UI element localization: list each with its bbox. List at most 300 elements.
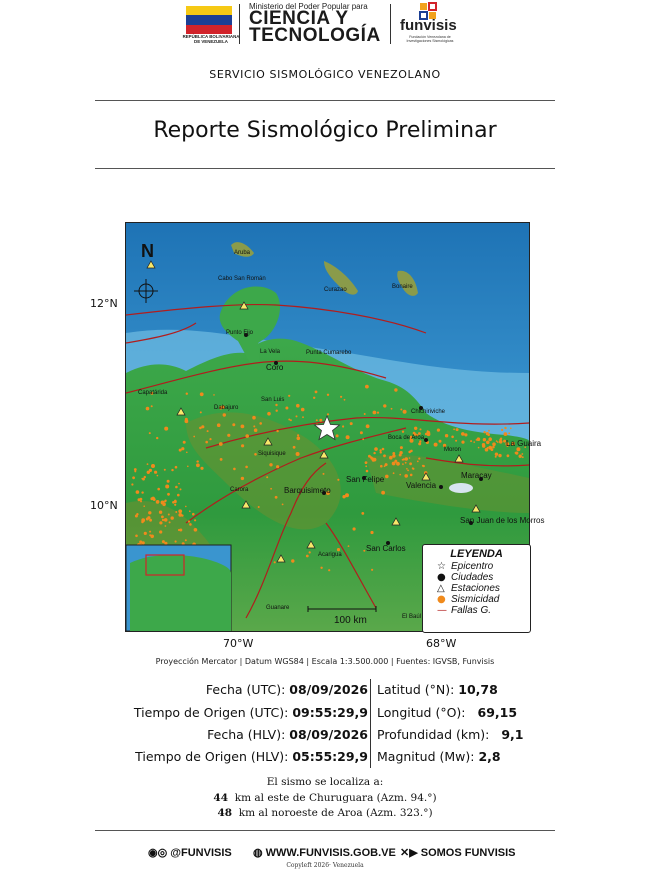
seismicity-dot [393,472,395,474]
seismicity-dot [296,404,300,408]
copyright: Copyleft 2026· Venezuela [286,862,364,869]
magnitud-value: 2,8 [478,749,501,764]
seismicity-dot [342,425,344,427]
seismicity-dot [521,453,523,455]
place-label: San Carlos [366,544,406,553]
seismicity-dot [296,452,300,456]
seismicity-dot [348,545,350,547]
seismicity-dot [143,505,145,507]
seismicity-dot [373,452,375,454]
origen-utc-row [134,705,368,720]
seismicity-dot [368,455,371,458]
seismicity-dot [200,467,203,470]
seismicity-dot [205,441,208,444]
divider [95,100,555,101]
seismicity-dot [399,454,402,457]
seismicity-dot [177,494,180,497]
seismic-map [125,222,545,632]
seismicity-dot [402,431,404,433]
seismicity-dot [362,438,364,440]
funvisis-name: funvisis [400,17,457,34]
seismicity-dot [410,474,413,477]
legend-title: LEYENDA [450,548,503,560]
seismicity-dot [157,488,160,491]
seismicity-dot [159,521,162,524]
seismicity-dot [167,480,170,483]
seismicity-dot [254,453,257,456]
divider [95,830,555,831]
seismicity-dot [364,413,366,415]
seismicity-dot [142,541,145,544]
seismicity-dot [507,454,510,457]
seismicity-dot [293,446,296,449]
city-legend-icon: ● [437,572,446,583]
seismicity-dot [508,432,510,434]
seismicity-dot [504,432,508,436]
seismicity-dot [464,433,467,436]
place-label: San Luis [261,397,285,403]
seismicity-dot [385,475,389,479]
divider [95,168,555,169]
seismicity-dot [156,500,160,504]
globe-icon: ◍ [253,847,263,859]
seismicity-dot [157,475,159,477]
seismicity-dot [267,412,271,416]
seismicity-dot [266,476,268,478]
seismicity-dot [394,460,397,463]
seismicity-dot [382,448,385,451]
origen-utc-label: Tiempo de Origen (UTC): [133,705,289,720]
profundidad-value: 9,1 [501,727,524,742]
ministry-name-line2: TECNOLOGÍA [249,25,381,46]
seismicity-dot [374,447,378,451]
seismicity-dot [360,431,363,434]
place-label: Moron [444,447,462,453]
youtube-icon: ▶ [409,847,418,859]
place-label: Curazao [324,287,347,293]
seismicity-dot [141,491,143,493]
seismicity-dot [159,530,162,533]
header-divider [390,4,391,44]
seismicity-dot [209,438,211,440]
seismicity-dot [522,456,524,458]
legend-item: Epicentro [451,561,494,572]
legend-item: Sismicidad [451,594,500,605]
seismicity-dot [148,511,151,514]
fecha-hlv-value: 08/09/2026 [289,727,368,742]
north-label: N [141,241,154,261]
seismicity-dot [185,506,187,508]
seismicity-dot [245,434,249,438]
seismicity-dot [167,493,170,496]
place-label: Acarigua [318,552,342,558]
place-label: Boca de Aroa [388,435,425,441]
seismicity-dot [174,500,177,503]
page-title: Reporte Sismológico Preliminar [153,118,497,143]
seismicity-dot [276,465,279,468]
seismicity-dot [189,523,192,526]
seismicity-dot [306,555,309,558]
place-label: Capatárida [138,390,168,396]
seismicity-dot [141,478,143,480]
seismicity-dot [164,542,167,545]
seismicity-dot [150,497,153,500]
ministry-label: Ministerio del Poder Popular para [249,2,368,11]
location-km: 48 [217,807,233,819]
seismicity-dot [213,394,215,396]
seismicity-dot [323,473,325,475]
seismicity-dot [409,457,411,459]
seismicity-dot [149,432,151,434]
longitud-value: 69,15 [477,705,518,720]
seismicity-dot [161,516,164,519]
seismicity-dot [258,506,260,508]
seismicity-dot [403,458,405,460]
legend-item: Ciudades [451,572,494,583]
seismicity-dot [147,516,150,519]
seismicity-dot [510,428,512,430]
seismicity-dot [373,411,377,415]
seismicity-dot [410,450,413,453]
place-label: El Baúl [402,614,422,620]
seismicity-dot [178,509,182,513]
seismicity-dot [492,442,496,446]
seismicity-dot [135,535,138,538]
legend-item: Fallas G. [451,605,492,616]
seismicity-dot [140,500,142,502]
seismicity-dot [147,463,149,465]
seismicity-dot [241,477,244,480]
seismicity-dot [420,428,422,430]
place-label: Valencia [406,481,437,490]
fecha-hlv-row [207,727,368,742]
seismicity-dot [345,493,349,497]
seismicity-dot [207,430,209,432]
fecha-hlv-label: Fecha (HLV): [207,727,286,742]
seismicity-dot [220,458,223,461]
seismicity-dot [422,465,424,467]
seismicity-dot [141,521,144,524]
seismicity-dot [363,550,365,552]
place-label: Dabajuro [214,405,239,411]
seismicity-dot [394,388,397,391]
seismicity-legend-icon: ● [437,594,446,605]
seismicity-dot [372,457,374,459]
seismicity-dot [154,471,157,474]
seismicity-dot [478,447,480,449]
seismicity-dot [185,419,189,423]
seismicity-dot [473,441,475,443]
location-line [0,792,650,804]
seismicity-dot [404,474,408,478]
map-legend [422,544,531,633]
ministry-name-line1: CIENCIA Y [249,8,349,29]
profundidad-row [377,727,524,742]
seismicity-dot [504,427,506,429]
seismicity-dot [144,476,146,478]
place-label: San Juan de los Morros [460,516,545,525]
seismicity-dot [407,470,409,472]
seismicity-dot [383,404,386,407]
seismicity-dot [399,474,401,476]
seismicity-dot [131,483,133,485]
seismicity-dot [276,430,278,432]
x-icon: ✕ [400,847,410,859]
seismicity-dot [200,411,202,413]
legend-item: Estaciones [451,583,500,594]
seismicity-dot [178,529,180,531]
seismicity-dot [285,407,288,410]
seismicity-dot [418,442,421,445]
seismicity-dot [149,519,152,522]
seismicity-dot [316,419,318,421]
seismicity-dot [451,436,454,439]
seismicity-dot [171,469,173,471]
seismicity-dot [365,461,368,464]
seismicity-dot [498,454,501,457]
seismicity-dot [409,462,412,465]
seismicity-dot [315,391,318,394]
seismicity-dot [252,416,256,420]
latitud-row [377,682,498,697]
seismicity-dot [486,441,490,445]
seismicity-dot [159,511,162,514]
seismicity-dot [134,470,136,472]
seismicity-dot [412,467,414,469]
social-handle: @FUNVISIS [170,847,232,859]
lon-tick: 70°W [223,637,254,650]
seismicity-dot [175,486,178,489]
seismicity-dot [400,446,403,449]
place-label: Chichiriviche [411,409,446,415]
tiktok-icon: ◉ [148,847,158,859]
latitud-value: 10,78 [458,682,498,697]
latitud-label: Latitud (°N): [377,682,455,697]
header-divider [239,4,240,44]
website-link[interactable] [253,846,396,859]
seismicity-dot [227,434,230,437]
seismicity-dot [519,455,522,458]
funvisis-subtitle: Fundación Venezolana de Investigaciones Sismológicas [406,35,454,43]
seismicity-dot [370,531,373,534]
seismicity-dot [164,469,166,471]
details-divider [370,679,371,768]
seismicity-dot [217,423,221,427]
seismicity-dot [169,521,171,523]
seismicity-dot [337,479,339,481]
place-label: Aruba [234,250,251,256]
seismicity-dot [282,504,284,506]
seismicity-dot [371,569,373,571]
seismicity-dot [270,488,272,490]
seismicity-dot [427,432,431,436]
service-name: SERVICIO SISMOLÓGICO VENEZOLANO [209,68,441,81]
seismicity-dot [366,470,369,473]
venezuela-flag [186,6,232,34]
seismicity-dot [381,491,385,495]
seismicity-dot [288,395,290,397]
seismicity-dot [189,510,191,512]
seismicity-dot [476,439,478,441]
seismicity-dot [501,429,503,431]
seismicity-dot [193,436,195,438]
seismicity-dot [346,435,350,439]
seismicity-dot [275,496,278,499]
seismicity-dot [483,438,486,441]
location-km: 44 [213,792,229,804]
fecha-utc-value: 08/09/2026 [289,682,368,697]
seismicity-dot [313,397,315,399]
seismicity-dot [406,468,408,470]
origen-utc-value: 09:55:29,9 [292,705,368,720]
seismicity-dot [488,438,492,442]
seismicity-dot [232,423,235,426]
seismicity-dot [495,456,497,458]
place-label: Barquisimeto [284,486,331,495]
seismicity-dot [495,453,498,456]
seismicity-dot [151,464,155,468]
seismicity-dot [492,446,495,449]
seismicity-dot [276,410,278,412]
origen-hlv-value: 05:55:29,9 [292,749,368,764]
seismicity-dot [389,456,393,460]
seismicity-dot [344,399,346,401]
seismicity-dot [515,452,517,454]
seismicity-dot [196,463,200,467]
seismicity-dot [241,425,245,429]
seismicity-dot [171,516,174,519]
seismicity-dot [402,463,404,465]
seismicity-dot [497,441,499,443]
seismicity-dot [185,539,187,541]
seismicity-dot [151,405,153,407]
seismicity-dot [138,498,141,501]
ministry-name [249,10,381,44]
seismicity-dot [350,422,353,425]
seismicity-dot [254,428,258,432]
location-line [0,807,650,819]
seismicity-dot [162,519,164,521]
seismicity-dot [353,527,356,530]
instagram-icon: ◎ [157,847,168,859]
place-label: Coro [266,363,284,372]
seismicity-dot [200,392,204,396]
seismicity-dot [486,432,489,435]
seismicity-dot [233,468,236,471]
place-label: Maracay [461,471,492,480]
seismicity-dot [296,415,298,417]
place-label: Cabo San Román [218,276,266,282]
seismicity-dot [453,428,455,430]
seismicity-dot [274,561,276,563]
lat-tick: 12°N [90,297,118,310]
location-text: km al este de Churuguara (Azm. 94.°) [234,792,437,804]
seismicity-dot [164,518,168,522]
seismicity-dot [175,540,177,542]
scale-label: 100 km [334,615,367,626]
seismicity-dot [174,504,176,506]
seismicity-dot [445,434,448,437]
seismicity-dot [175,466,178,469]
social-name: SOMOS FUNVISIS [420,847,516,859]
seismicity-dot [461,441,464,444]
seismicity-dot [201,425,204,428]
seismicity-dot [427,430,429,432]
seismicity-dot [288,419,290,421]
lat-tick: 10°N [90,499,118,512]
location-title: El sismo se localiza a: [266,776,384,788]
seismicity-dot [340,396,342,398]
inset-map [126,545,231,631]
seismicity-dot [456,428,459,431]
government-label: REPÚBLICA BOLIVARIANA DE VENEZUELA [182,34,240,44]
fault-legend-icon: — [437,605,447,616]
longitud-label: Longitud (°O): [377,705,466,720]
seismicity-dot [178,513,182,517]
seismicity-dot [384,465,386,467]
seismicity-dot [275,404,277,406]
seismicity-dot [383,454,386,457]
seismicity-dot [194,528,198,532]
place-label: Siquisique [258,451,286,457]
social-x-link[interactable] [400,846,516,859]
seismicity-dot [414,427,417,430]
seismicity-dot [135,515,138,518]
seismicity-dot [188,520,190,522]
seismicity-dot [328,569,330,571]
seismicity-dot [194,519,196,521]
seismicity-dot [400,409,402,411]
social-instagram-link[interactable] [148,846,232,859]
fecha-utc-label: Fecha (UTC): [205,682,286,697]
place-label: San Felipe [346,475,385,484]
seismicity-dot [391,408,393,410]
seismicity-dot [434,443,438,447]
seismicity-dot [405,457,408,460]
lon-tick: 68°W [426,637,457,650]
seismicity-dot [327,413,329,415]
seismicity-dot [301,408,305,412]
place-label: Punta Cumarebo [306,350,352,356]
seismicity-dot [461,432,465,436]
seismicity-dot [366,424,370,428]
seismicity-dot [223,413,226,416]
longitud-row [377,705,517,720]
seismicity-dot [336,434,339,437]
place-label: Punto Fijo [226,330,254,336]
seismicity-dot [337,548,340,551]
seismicity-dot [405,462,407,464]
seismicity-dot [302,416,304,418]
seismicity-dot [164,427,168,431]
seismicity-dot [147,471,150,474]
seismicity-dot [259,422,262,425]
place-label: Carora [230,487,249,493]
fecha-utc-row [206,682,368,697]
seismicity-dot [180,488,182,490]
seismicity-dot [181,447,184,450]
seismicity-dot [165,525,167,527]
seismicity-dot [482,444,485,447]
seismicity-dot [403,410,407,414]
seismicity-dot [455,440,457,442]
seismicity-dot [144,532,147,535]
seismicity-dot [365,385,369,389]
seismicity-dot [439,440,442,443]
station-legend-icon: △ [437,583,445,594]
map-projection-note: Proyección Mercator | Datum WGS84 | Escala 1:3.500.000 | Fuentes: IGVSB, Funvisis [155,657,495,666]
seismicity-dot [178,483,180,485]
